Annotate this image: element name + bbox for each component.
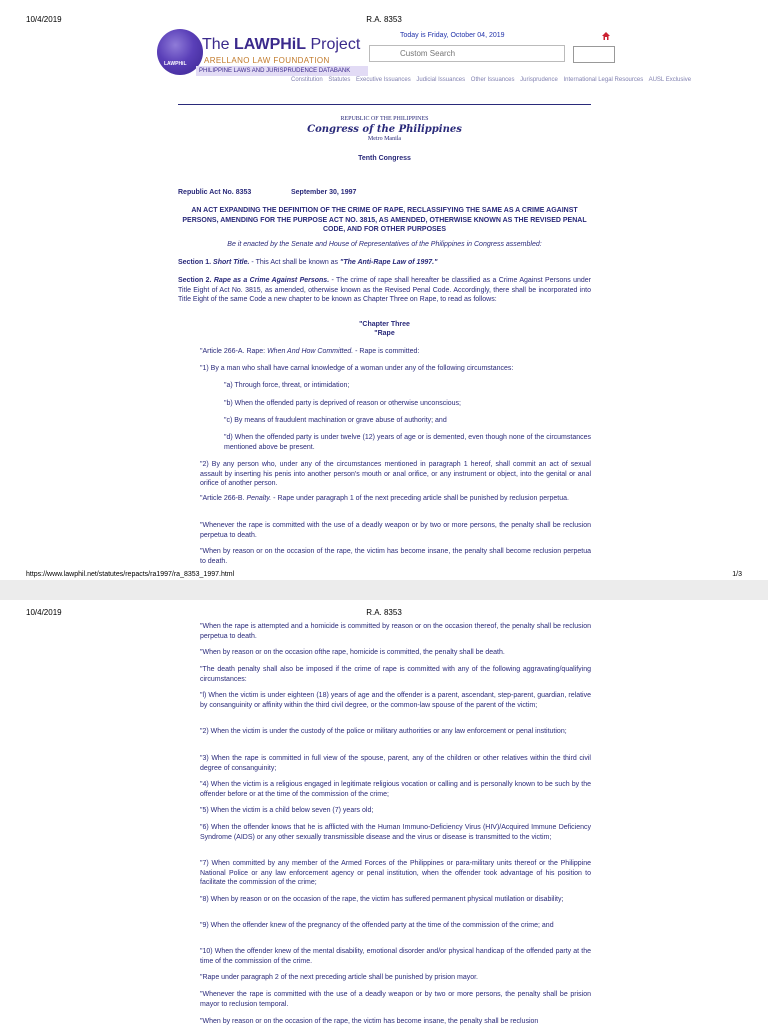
- circumstance-1: "l) When the victim is under eighteen (18) years of age and the offender is a parent, ascendant, step-parent, guardian, relative by consanguinity or affinity within the third civil degree, or the common-law spouse of the parent of the victim;: [200, 692, 591, 709]
- home-icon[interactable]: [601, 31, 611, 41]
- act-title: AN ACT EXPANDING THE DEFINITION OF THE CRIME OF RAPE, RECLASSIFYING THE SAME AS A CRIME AGAINST PERSONS, AMENDING FOR THE PURPOSE ACT NO. 3815, AS AMENDED, OTHERWISE KNOWN AS THE REVISED PENAL CODE, AND FOR OTHER PURPOSES: [182, 207, 587, 233]
- circumstance-3: "3) When the rape is committed in full view of the spouse, parent, any of the children or other relatives within the third civil degree of consanguinity;: [200, 755, 591, 772]
- nav-ausl-exclusive[interactable]: AUSL Exclusive: [648, 77, 692, 83]
- nav-jurisprudence[interactable]: Jurisprudence: [520, 77, 558, 83]
- item-d: "d) When the offended party is under twelve (12) years of age or is demented, even though none of the circumstances mentioned above be present.: [224, 434, 591, 451]
- paragraph-2: "2) By any person who, under any of the circumstances mentioned in paragraph 1 hereof, shall commit an act of sexual assault by inserting his penis into another person's mouth or anal orifice, or any instrument or object, into the genital or anal orifice of another person.: [200, 461, 591, 487]
- paragraph-2-penalty: "Rape under paragraph 2 of the next preceding article shall be punished by prision mayor.: [200, 974, 478, 981]
- metro-heading: Metro Manila: [367, 136, 402, 142]
- penalty-insane: "When by reason or on the occasion of the rape, the victim has become insane, the penalty shall become reclusion perpetua to death.: [200, 548, 591, 565]
- search-button[interactable]: [573, 46, 615, 63]
- article-266b: "Article 266-B. Penalty. - Rape under paragraph 1 of the next preceding article shall be punished by reclusion perpetua.: [200, 495, 569, 502]
- nav-other-issuances[interactable]: Other Issuances: [470, 77, 515, 83]
- print-date: 10/4/2019: [26, 608, 62, 617]
- circumstance-10: "10) When the offender knew of the mental disability, emotional disorder and/or physical handicap of the offended party at the time of the commission of the crime.: [200, 948, 591, 965]
- article-266a: "Article 266-A. Rape: When And How Committed. - Rape is committed:: [200, 348, 420, 355]
- chapter-subheading: "Rape: [374, 330, 395, 337]
- section-1: Section 1. Short Title. - This Act shall be known as "The Anti-Rape Law of 1997.": [178, 259, 438, 266]
- paragraph-1: "1) By a man who shall have carnal knowledge of a woman under any of the following circumstances:: [200, 365, 514, 372]
- site-foundation: ARELLANO LAW FOUNDATION: [204, 56, 330, 65]
- penalty-attempted-homicide: "When the rape is attempted and a homicide is committed by reason or on the occasion thereof, the penalty shall be reclusion perpetua to death.: [200, 623, 591, 640]
- republic-heading: REPUBLIC OF THE PHILIPPINES: [340, 116, 429, 122]
- circumstance-4: "4) When the victim is a religious engaged in legitimate religious vocation or calling and is personally known to be such by the offender before or at the time of the commission of the crime;: [200, 781, 591, 798]
- site-databank: PHILIPPINE LAWS AND JURISPRUDENCE DATABANK: [196, 66, 368, 76]
- penalty-homicide: "When by reason or on the occasion ofthe rape, homicide is committed, the penalty shall be death.: [200, 649, 505, 656]
- nav-judicial-issuances[interactable]: Judicial Issuances: [416, 77, 466, 83]
- item-b: "b) When the offended party is deprived of reason or otherwise unconscious;: [224, 400, 461, 407]
- circumstance-7: "7) When committed by any member of the Armed Forces of the Philippines or para-military units thereof or the Philippine National Police or any law enforcement agency or penal institution, when the offender took advantage of his position to facilitate the commission of the crime;: [200, 860, 591, 886]
- nav-statutes[interactable]: Statutes: [328, 77, 351, 83]
- paragraph-2-deadly-weapon: "Whenever the rape is committed with the use of a deadly weapon or by two or more persons, the penalty shall be prision mayor to reclusion temporal.: [200, 991, 591, 1008]
- circumstance-5: "5) When the victim is a child below seven (7) years old;: [200, 807, 374, 814]
- logo-text: LAWPHiL: [164, 61, 187, 67]
- act-number: Republic Act No. 8353: [178, 189, 252, 196]
- item-c: "c) By means of fraudulent machination or grave abuse of authority; and: [224, 417, 447, 424]
- act-date: September 30, 1997: [291, 189, 357, 196]
- print-title: R.A. 8353: [366, 608, 402, 617]
- nav-constitution[interactable]: Constitution: [291, 77, 323, 83]
- print-date: 10/4/2019: [26, 15, 62, 24]
- footer-url: https://www.lawphil.net/statutes/repacts/ra1997/ra_8353_1997.html: [26, 571, 235, 578]
- circumstance-2: "2) When the victim is under the custody of the police or military authorities or any law enforcement or penal institution;: [200, 728, 567, 735]
- footer-page-number: 1/3: [732, 571, 742, 578]
- print-title: R.A. 8353: [366, 15, 402, 24]
- section-2: Section 2. Rape as a Crime Against Persons. - The crime of rape shall hereafter be classified as a Crime Against Persons under Title Eight of Act No. 3815, as amended, otherwise known as the Revised Penal Code. Accordingly, there shall be incorporated into Title Eight of the same Code a new chapter to be known as Chapter Three on Rape, to read as follows:: [178, 277, 591, 303]
- chapter-heading: "Chapter Three: [359, 321, 410, 328]
- nav-international-legal-resources[interactable]: International Legal Resources: [563, 77, 644, 83]
- congress-number: Tenth Congress: [358, 155, 411, 162]
- page-gap: [0, 580, 768, 600]
- divider: [178, 104, 591, 105]
- circumstance-8: "8) When by reason or on the occasion of the rape, the victim has suffered permanent physical mutilation or disability;: [200, 896, 564, 903]
- circumstance-6: "6) When the offender knows that he is afflicted with the Human Immuno-Deficiency Virus (HIV)/Acquired Immune Deficiency Syndrome (AIDS) or any other sexually transmissible disease and the virus or disease is transmitted to the victim;: [200, 824, 591, 841]
- search-input[interactable]: [369, 45, 565, 62]
- today-date: Today is Friday, October 04, 2019: [400, 32, 505, 39]
- death-penalty-clause: "The death penalty shall also be imposed if the crime of rape is committed with any of the following aggravating/qualifying circumstances:: [200, 666, 591, 683]
- circumstance-9: "9) When the offender knew of the pregnancy of the offended party at the time of the commission of the crime; and: [200, 922, 554, 929]
- nav-executive-issuances[interactable]: Executive Issuances: [356, 77, 411, 83]
- paragraph-2-insane: "When by reason or on the occasion of the rape, the victim has become insane, the penalty shall be reclusion: [200, 1018, 539, 1025]
- site-name[interactable]: The LAWPHiL Project: [202, 36, 361, 53]
- congress-heading: Congress of the Philippines: [307, 124, 462, 135]
- item-a: "a) Through force, threat, or intimidation;: [224, 382, 350, 389]
- penalty-deadly-weapon: "Whenever the rape is committed with the use of a deadly weapon or by two or more persons, the penalty shall be reclusion perpetua to death.: [200, 522, 591, 539]
- print-page-2: [0, 600, 768, 1024]
- site-nav: [291, 77, 695, 83]
- enacting-clause: Be it enacted by the Senate and House of Representatives of the Philippines in Congress assembled:: [227, 241, 542, 248]
